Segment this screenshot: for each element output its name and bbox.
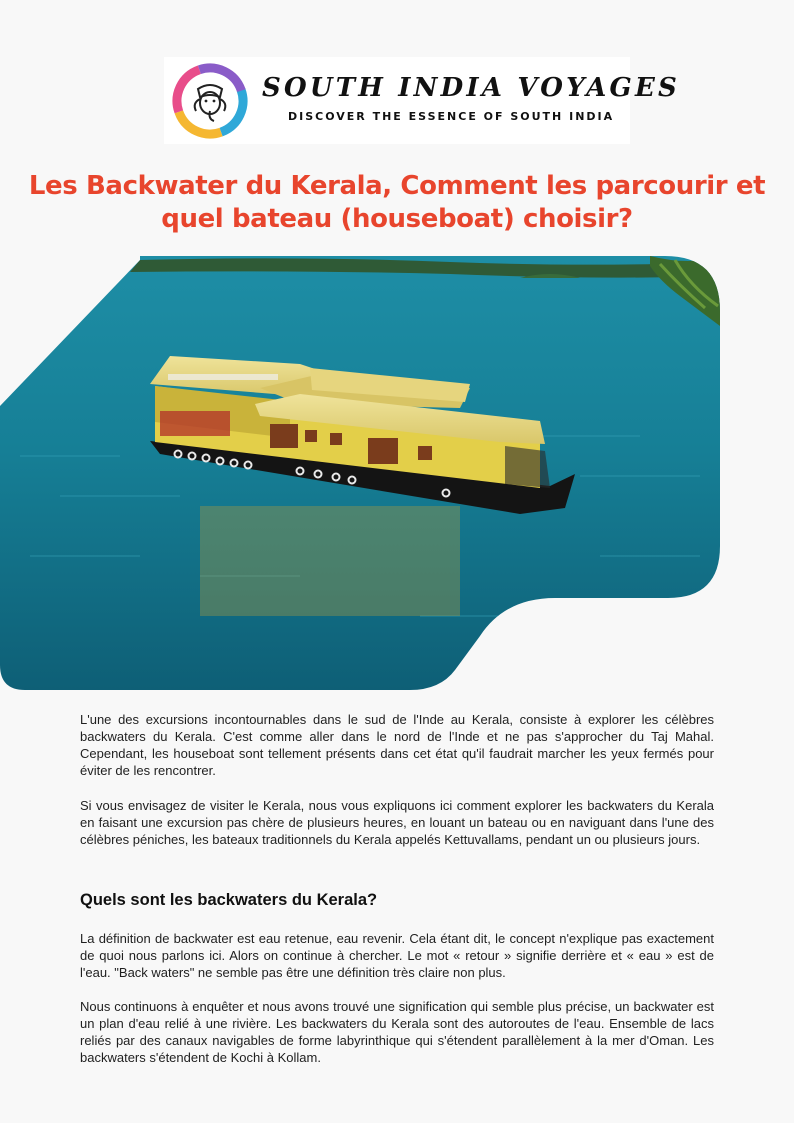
brand-name: SOUTH INDIA VOYAGES	[262, 73, 680, 103]
section-heading: Quels sont les backwaters du Kerala?	[80, 891, 378, 909]
ganesha-emblem-icon	[170, 61, 250, 141]
section-paragraph-1: La définition de backwater est eau retenue, eau revenir. Cela étant dit, le concept n'explique pas exactement de quoi nous parlons ici. Alors on continue à chercher. Le mot « retour » signifie derrière et « eau » est de l'eau. "Back waters" ne semble pas être une définition très claire non plus.	[80, 931, 714, 980]
intro-paragraph-1: L'une des excursions incontournables dans le sud de l'Inde au Kerala, consiste à explorer les célèbres backwaters du Kerala. C'est comme aller dans le nord de l'Inde et ne pas s'approcher du Taj Mahal. Cependant, les houseboat sont tellement présents dans cet état qu'il faudrait marcher les yeux fermés pour éviter de les rencontrer.	[80, 712, 714, 778]
intro-paragraph-2: Si vous envisagez de visiter le Kerala, nous vous expliquons ici comment explorer les backwaters du Kerala en faisant une excursion pas chère de plusieurs heures, en louant un bateau ou en naviguant dans l'une des célèbres péniches, les bateaux traditionnels du Kerala appelés Kettuvallams, pendant un ou plusieurs jours.	[80, 798, 714, 847]
brand-tagline: DISCOVER THE ESSENCE OF SOUTH INDIA	[288, 110, 615, 123]
section-paragraph-2: Nous continuons à enquêter et nous avons trouvé une signification qui semble plus précise, un backwater est un plan d'eau relié à une rivière. Les backwaters du Kerala sont des autoroutes de l'eau. Ensemble de lacs reliés par des canaux navigables de forme labyrinthique qui s'étendent parallèlement à la mer d'Oman. Les backwaters s'étendent de Kochi à Kollam.	[80, 999, 714, 1065]
kerala-houseboat-photo	[0, 256, 720, 690]
page-title: Les Backwater du Kerala, Comment les parcourir et quel bateau (houseboat) choisir?	[28, 171, 766, 234]
brand-logo	[164, 57, 680, 144]
